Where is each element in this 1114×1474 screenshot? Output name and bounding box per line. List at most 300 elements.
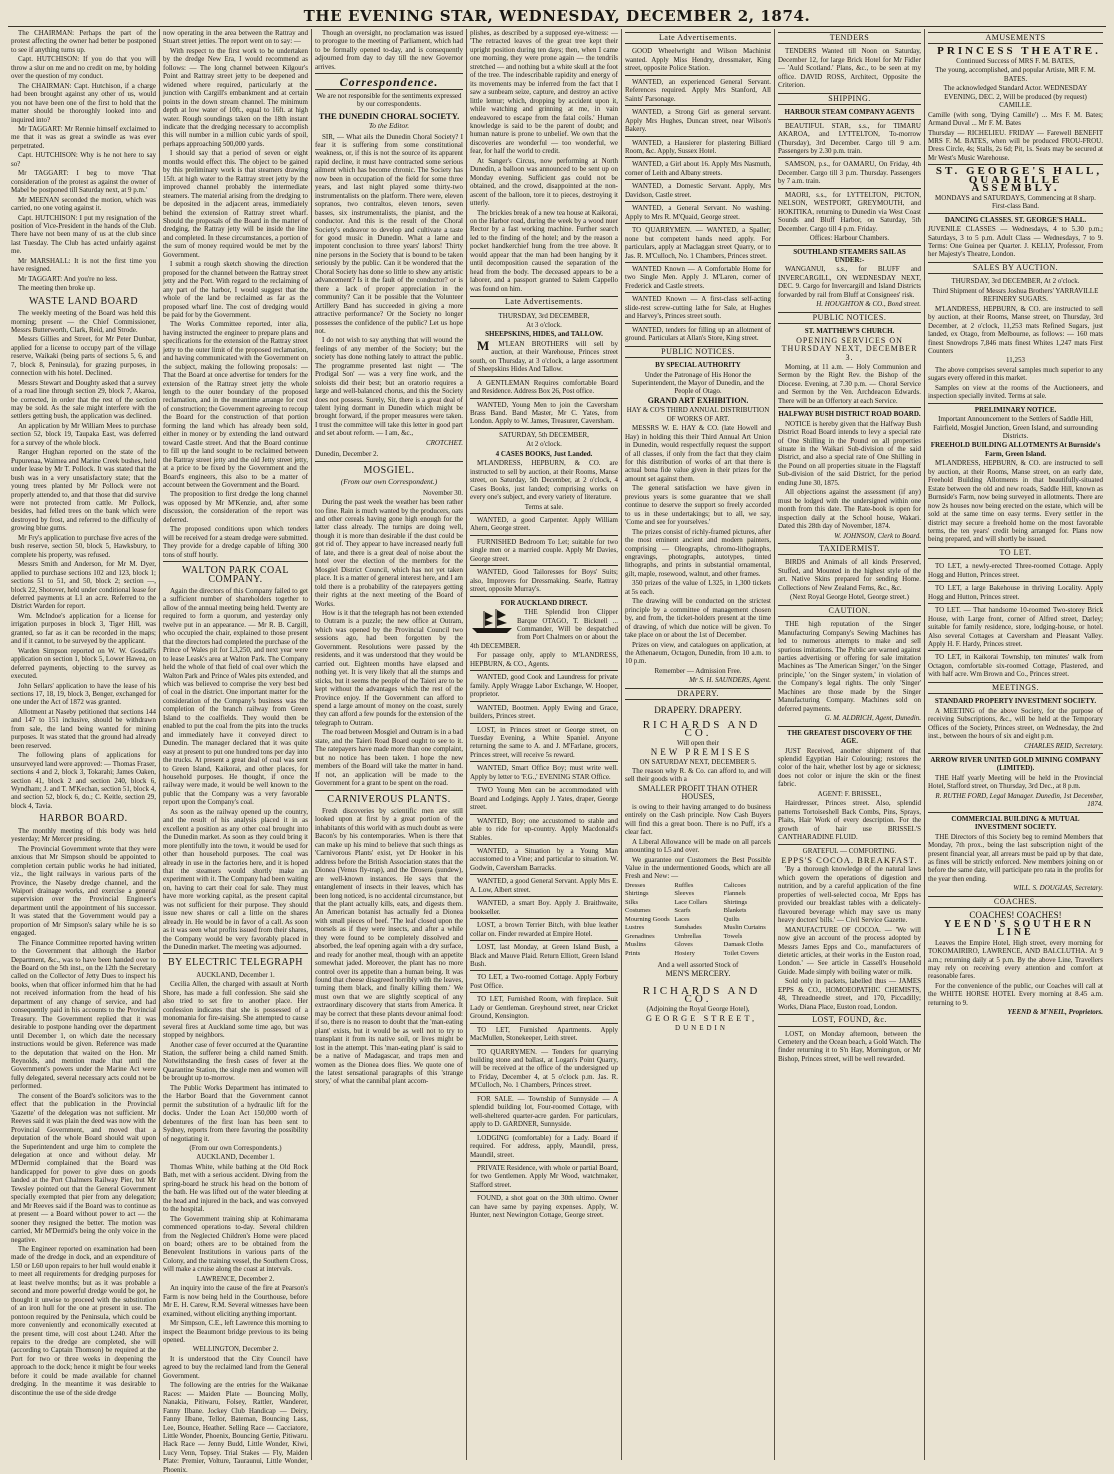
proprietor-signature: YEEND & M'NEIL, Proprietors. — [1007, 1008, 1103, 1017]
authority-line: BY SPECIAL AUTHORITY — [655, 361, 741, 370]
shipping-ad: MAORI, s.s., for LYTTELTON, PICTON, NELSON, WESTPORT, GREYMOUTH, and HOKITIKA, returning to Dunedin via West Coast Sounds and Bluff Harbor, on Saturday, 5th December. Cargo till 4 p.m. Friday. — [778, 190, 921, 233]
classified-ad: TO QUARRYMEN. — Tenders for quarrying building stone and ballast, at Logan's Point Quarry, will be received at the office of the undersigned up to Friday, December 4, at 5 o'clock p.m. Jas. R. M'Culloch, No. 1 Chambers, Princes street. — [470, 1047, 618, 1090]
headline-carniverous-plants: CARNIVEROUS PLANTS. — [327, 793, 451, 805]
section-band: SALES BY AUCTION. — [928, 262, 1103, 274]
ship-text: THE Splendid Iron Clipper Barque OTAGO, T. Bicknell ... Commander, Will be despatched from Port Chalmers on or about the 4th DECEMBER. — [470, 608, 618, 650]
paragraph: The CHAIRMAN: Capt. Hutchison, if a charge had been brought against any other of us, would you not have been one of the first to hold that the matter should be thoroughly looked into and inquired into? — [11, 81, 156, 124]
notice-heading: FREEHOLD BUILDING ALLOTMENTS At Burnside's Farm, Green Island. — [930, 441, 1101, 458]
classified-ad: FOUND, a shot goat on the 30th ultimo. Owner can have same by paying expenses. Apply, W. Hunter, next Newington Cottage, George street. — [470, 1194, 618, 1220]
opening-services: OPENING SERVICES ON THURSDAY NEXT, DECEMBER 3. — [781, 335, 918, 362]
divider — [625, 136, 771, 137]
paragraph: NOTICE is hereby given that the Halfway Bush District Road Board intends to levy a special rate of One Shilling in the Pound on all properties situate in the Waikari Sub-division of the said District, and also a special rate of One Shilling in the Pound on all properties situate in the Flagstaff Sub-division of the said District, for the period ending June 30, 1875. — [778, 419, 921, 487]
theatre-title: PRINCESS THEATRE. — [937, 45, 1101, 58]
divider — [928, 753, 1103, 754]
classified-ad: GOOD Wheelwright and Wilson Machinist wanted. Apply Miss Hendry, dressmaker, King street, opposite Police Station. — [625, 47, 771, 73]
goods-item: Hosiery — [674, 949, 695, 957]
lost-notice: LOST, on Monday afternoon, between the Cemetery and the Ocean beach, a Gold Watch. The finder returning it to S'n Hay, Mornington, or Mr Bishop, Princes street, will be well rewarded. — [778, 1029, 922, 1063]
section-band: COACHES. — [928, 896, 1103, 908]
shipping-ad: WANGANUI, s.s., for BLUFF and INVERCARGILL, ON WEDNESDAY NEXT, DEC. 9. Cargo for Invercargill and Island Districts forwarded by rail from Bluff at Consignees' risk. — [778, 265, 921, 299]
divider — [470, 874, 618, 875]
paragraph: John Sellars' application to have the lease of his sections 17, 18, 19, block 3, Benger, exchanged for one under the Act of 1872 was granted. — [11, 681, 156, 707]
paragraph: Samples on view at the rooms of the Auctioneers, and inspection specially invited. Terms at sale. — [928, 383, 1103, 401]
dancing-text: JUVENILE CLASSES — Wednesdays, 4 to 5.30 p.m.; Saturdays, 3 to 5 p.m. Adult Class — Wednesdays, 7 to 9. Terms: One Guinea per Quarter. J. KELLY, Professor, From her Majesty's Theatre, London. — [928, 225, 1103, 259]
smaller-profit: SMALLER PROFIT THAN OTHER HOUSES, — [638, 783, 758, 802]
address-street: GEORGE STREET, — [645, 1013, 758, 1024]
paragraph: Prizes on view, and catalogues on application, at the Athenaeum, Octagon, Dunedin, from 10 a.m. to 10 p.m. — [625, 640, 771, 666]
paragraph: Though an oversight, no proclamation was issued to prorogue to the meeting of Parliament, which had to be formally opened to-day, and is consequently adjourned from day to day till the new Governor arrives. — [315, 29, 463, 71]
shipping-ad: SAMSON, p.s., for OAMARU, On Friday, 4th December. Cargo till 3 p.m. Thursday. Passengers by 7 a.m. train. — [778, 160, 921, 186]
paragraph: Another case of fever occurred at the Quarantine Station, the sufferer being a child named Smith. Notwithstanding the fresh cases of fever at the Quarantine Station, the single men and women will be brought up to-morrow. — [163, 1040, 308, 1083]
agent-signature: G. M. ALDRICH, Agent, Dunedin. — [824, 714, 921, 723]
patronage: Under the Patronage of His Honor the Superintendent, the Mayor of Dunedin, and the People of Otago. — [631, 370, 765, 396]
classified-ad: WANTED Known — A first-class self-acting slide-rest screw-cutting lathe for Sale, at Hughes and Harvey's, Princes street south. — [625, 295, 771, 321]
divider — [470, 814, 618, 815]
goods-item: Sunshades — [674, 924, 702, 932]
goods-item: Flannels — [723, 890, 746, 898]
paragraph: An application by Mr William Mees to purchase section 52, block 19, Taupaka East, was deferred for a survey of the whole block. — [11, 421, 156, 447]
drapery-heading: DRAPERY. DRAPERY. — [654, 705, 742, 716]
paragraph: Cecilia Allen, the charged with assault at North Shore, has made a full confession. She said she also tried to set fire to another place. Her confession indicates that she is possessed of a monomania for fire-raising. She attempted to cause several fires at Auckland some time ago, but was stopped by neighbors. — [163, 980, 308, 1040]
goods-item: Prints — [625, 949, 641, 957]
coach-text: Leaves the Empire Hotel, High street, every morning for TOKOMAIRIRO, LAWRENCE, AND BALCLUTHA. At 9 a.m.; returning daily at 5 p.m. By the above Line, Travellers may rely on receiving every attention and comfort at reasonable fares. — [928, 938, 1103, 981]
divider — [470, 723, 618, 724]
epps-text: MANUFACTURE OF COCOA. — 'We will now give an account of the process adopted by Messrs James Epps and Co., manufacturers of dietetic articles, at their works in the Euston road, London.' — See article in Cassell's Household Guide. Made simply with boiling water or milk. — [778, 925, 921, 976]
paragraph: Ranger Hughan reported on the state of the Pupurenaa, Waimea and Marine Creek bushes, held under lease by Mr T. Pollock. It was stated that the bush was in a very unsatisfactory state; that the young trees planted by Mr Pollock were not properly attended to, and that those that did survive were not protected from cattle. Mr Pollock, besides, had felled trees on the bank which were destroyed by frost, and referred to the difficulty of growing blue gums. — [11, 448, 156, 533]
classified-ad: TO LET, Furnished Room, with fireplace. Suit Lady or Gentleman. Greyhound street, near Cricket Ground, Kensington. — [470, 995, 618, 1021]
classified-ad: WANTED, a Domestic Servant. Apply, Mrs Davidson, Castle street. — [625, 182, 771, 199]
classified-ad: WANTED, a good Carpenter. Apply William Ahern, George street. — [470, 516, 618, 533]
headline-electric-telegraph: BY ELECTRIC TELEGRAPH — [168, 957, 303, 969]
board-heading: HALFWAY BUSH DISTRICT ROAD BOARD. — [778, 410, 921, 419]
auction-text: M'LEAN BROTHERS will sell by auction, at their Warehouse, Princes street south, on Thursday, at 3 o'clock, a large assortment of Sheepskins Hides And Tallow. — [470, 339, 618, 374]
theatre-text: The acknowledged Standard Actor. WEDNESDAY EVENING, DEC. 2, Will be produced (by request) CAMILLE. — [943, 84, 1088, 110]
classified-ad: WANTED, Boy; one accustomed to stable and able to ride for up-country. Apply Macdonald's Stables. — [470, 816, 618, 842]
divider — [470, 992, 618, 993]
paragraph: Messrs Smith and Anderson, for Mr M. Dyer, applied to purchase sections 102 and 123, block 1; sections 51 to 51, and 50, block 2; section —, block 22, Shotover, held under conditional lease for deferred payments at L1 an acre. Referred to the District Warden for report. — [11, 560, 156, 611]
exhibition-title: GRAND ART EXHIBITION. — [647, 395, 749, 405]
sale-time: At 3 o'clock. — [526, 320, 562, 329]
divider — [625, 157, 771, 158]
classified-ad: LODGING (comfortable) for a Lady. Board if required. For address, apply, Maundil, press, Maundil, street. — [470, 1133, 618, 1159]
sailing-ship-icon — [470, 608, 514, 634]
section-band: TENDERS — [778, 32, 921, 44]
taxidermist-ad: BIRDS and Animals of all kinds Preserved, Stuffed, and Mounted in the highest style of the art. Native Skins prepared for sending Home. Collections of New Zealand Ferns, &c., &c. — [778, 558, 921, 592]
auction-notice: M'LANDRESS, HEPBURN, & CO. are instructed to sell by auction, at their Rooms, Manse street, on an early date, Freehold Building Allotments in that beautifully-situated Estate between the old and new roads, Saddle Hill, known as Burnside's Farm, now being surveyed in allotments. There are now 2s houses now being erected on the estate, which will be sold at the same time on easy terms. Every settler in the district may secure a freehold home on the most favorable terms, the ten years' credit being arranged for. Plans now being prepared, and will shortly be issued. — [928, 459, 1103, 544]
secretary-signature: CHARLES REID, Secretary. — [1023, 741, 1103, 750]
column-7 — [925, 29, 1106, 1460]
paragraph: 350 prizes of the value of L325, in 1,300 tickets at 5s each. — [625, 579, 771, 596]
divider — [625, 179, 771, 180]
meeting-notice: A MEETING of the above Society, for the purpose of receiving Subscriptions, &c., will be held at the Temporary Offices of the Society, Princes street, on Wednesday, the 2nd inst., between the hours of six and eight p.m. — [928, 706, 1103, 741]
offices: Offices: Harbour Chambers. — [809, 234, 890, 243]
sale-heading: SHEEPSKINS, HIDES, and TALLOW. — [485, 330, 603, 339]
classified-ad: WANTED, Young Men to join the Caversham Brass Band. Band Master, Mr C. Yates, from London. Apply to W. James, Treasurer, Caversham. — [470, 400, 618, 426]
paragraph: The brickies break of a new tea house at Kaikorai, on the Harbor road, during the week by a wood nuer Rector by a fast working machine. Further search led to the finding of the hotel; and by the reason a pocket handkerchief hung from the tree above. It would appear that the man had been hanging by it until decomposition caused the separation of the head from the body. The deceased appears to be a laborer, and a passport granted to Salem Cappello was found on him. — [470, 208, 618, 293]
goods-item: Dresses — [625, 881, 646, 889]
new-premises: NEW PREMISES — [650, 747, 753, 758]
divider — [470, 896, 618, 897]
divider — [470, 535, 618, 536]
disclaimer: We are not responsible for the sentiments expressed by our correspondents. — [316, 91, 462, 109]
divider — [778, 188, 921, 189]
paragraph: The proposition to first dredge the long channel was opposed by Mr M'Kenzie, and, after some discussion, the consideration of the report was deferred. — [163, 490, 308, 524]
section-band: PUBLIC NOTICES. — [625, 346, 771, 358]
divider — [625, 75, 771, 76]
sale-date: THURSDAY, 3rd DECEMBER, — [498, 311, 590, 320]
divider — [928, 581, 1103, 582]
agent-signature: H. HOUGHTON & CO., Bond street. — [816, 300, 921, 309]
paragraph: How is it that the telegraph has not been extended to Outram is a puzzle; the new office at Outram, which was opened by the Provincial Council two sessions ago, had been forgotten by the Government. Resolutions were passed by the residents, and it was understood that they would be carried out. Eighteen months have elapsed and nothing yet. It is very likely that all the stumps and sticks, but it seems the people of the Taieri are to be kept without the advantages which the rest of the Province enjoy. If the Government can afford to spend a large amount of money on the coast, surely they can afford a few pounds for the extension of the telegraph to Outram. — [315, 609, 463, 727]
paragraph: I do not wish to say anything that will wound the feelings of any member of the Society; but the society has done nothing lately to attract the public. The programme presented last night — 'The Prodigal Son' — was a very fine work, and the soloists did their best; but an oratorio requires a large and well-balanced chorus, and this the Society does not possess. Surely, Sir, there is a great deal of talent lying dormant in Dunedin which might be brought forward, if the proper measures were taken. I trust the committee will take this letter in good part and set about reform. — I am, &c., — [315, 336, 463, 438]
secretary-signature: WILL. S. DOUGLAS, Secretary. — [1013, 884, 1103, 893]
column-6 — [775, 29, 925, 1460]
classified-ad: TWO Young Men can be accommodated with Board and Lodgings. Apply J. Yates, draper, George street. — [470, 786, 618, 812]
divider — [625, 201, 771, 202]
shipping-ad: BEAUTIFUL STAR, s.s., for TIMARU AKAROA, and LYTTELTON, To-morrow (Thursday), 3rd December. Cargo till 9 a.m. Passengers by 2.30 p.m. train. — [778, 121, 921, 155]
shipping-ad — [470, 608, 618, 650]
masthead: THE EVENING STAR, WEDNESDAY, DECEMBER 2, 1874. — [8, 6, 1106, 27]
divider — [470, 940, 618, 941]
notice-text: Important Announcement to the Settlers of Saddle Hill, Fairfield, Mosgiel Junction, Green Island, and surrounding Districts. — [933, 415, 1098, 441]
goods-item: Grenadines — [625, 932, 655, 940]
divider — [470, 918, 618, 919]
goods-item: Shirtings — [723, 898, 748, 906]
paragraph: During the past week the weather has been rather too fine. Rain is much wanted by the producers, oats and other cereals having gone high enough for the latter class already. The turnips are doing well, though it is more than desirable if the dust could be got rid of. They appear to have increased nearly full of late, and there is a great deal of noise about the hotel over the election of the members for the Mosgiel District Council, which has not yet taken place. It is a matter of general interest here, and I am told there is a probability of the ratepayers getting their rights at the next meeting of the Board of Works. — [315, 498, 463, 608]
divider — [315, 790, 463, 791]
tender-notice: TENDERS Wanted till Noon on Saturday, December 12, for large Brick Hotel for Mr Fidler — 'Auld Scotland.' Plans, &c., to be seen at my office. DAVID ROSS, Architect, Opposite the Criterion. — [778, 47, 921, 90]
divider — [470, 1131, 618, 1132]
section-band: CAUTION. — [778, 605, 921, 617]
epps-text: Sold only in packets, labelled thus — JAMES EPPS & CO., HOMOEOPATHIC CHEMISTS, 48, Threadneedle street, and 170, Piccadilly; Works, Diana Place, Euston road, London. — [778, 977, 921, 1011]
section-band: Late Advertisements. — [470, 296, 618, 308]
dateline: AUCKLAND, December 1. — [196, 1153, 275, 1162]
coaches-title: COACHES! COACHES! — [969, 910, 1062, 921]
column-4 — [467, 29, 622, 1460]
divider — [470, 565, 618, 566]
classified-ad: TO LET, a large Bakehouse in thriving Locality. Apply Hogg and Hutton, Princes street. — [928, 584, 1103, 601]
goods-item: Quilts — [723, 915, 740, 923]
divider — [470, 970, 618, 971]
address-note: (Adjoining the Royal George Hotel), — [646, 1004, 750, 1013]
classified-ad: WANTED, an experienced General Servant. References required. Apply Mrs Stanford, All Saints' Parsonage. — [625, 77, 771, 103]
divider — [470, 376, 618, 377]
agent-line: AGENT: F. BRISSEL, — [817, 789, 882, 798]
goods-item: Muslins — [625, 941, 646, 949]
divider — [315, 73, 463, 74]
divider — [778, 844, 921, 845]
headline-harbor-board: HARBOR BOARD. — [39, 813, 128, 825]
sale-heading: 4 CASES BOOKS, Just Landed. — [495, 449, 593, 458]
divider — [470, 670, 618, 671]
passage-info: For passage only, apply to M'LANDRESS, HEPBURN, & CO., Agents. — [470, 651, 618, 668]
goods-item: Laces — [674, 915, 690, 923]
paragraph: The Provincial Government wrote that they were anxious that Mr Simpson should be appointed to completion certain public works he had initiated, viz., the light railways in various parts of the Province, the Naseby dredge channel, and the Waipori drainage works, and exercise a general supervision over the Provincial Engineer's department until the appointment of his successor. It was stated that the Government would pay a proportion of Mr Simpson's salary while he is so engaged. — [11, 844, 156, 938]
divider — [470, 761, 618, 762]
divider — [470, 701, 618, 702]
goods-item: Sleeves — [674, 890, 695, 898]
byline: (From our own Correspondents.) — [189, 1144, 282, 1152]
richards-title: RICHARDS AND CO. — [642, 718, 761, 740]
classified-ad: WANTED, Good Tailoresses for Boys' Suits; also, Improvers for Dressmaking. Searle, Rattray street, opposite Murray's. — [470, 568, 618, 594]
paragraph: The proposed conditions upon which tenders will be received for a steam dredge were submitted. They provide for a dredge capable of lifting 300 tons of stuff hourly. — [163, 525, 308, 559]
headline-choral-society: THE DUNEDIN CHORAL SOCIETY. — [318, 110, 460, 121]
divider — [470, 1161, 618, 1162]
paragraph: Mr TAGGART: And you're no less. — [18, 274, 118, 283]
classified-ad: TO LET. — That handsome 10-roomed Two-storey Brick House, with Large front, corner of Alfred street, Darley; suitable for family residence, store, lodging-house, or hotel. Also several Cottages at Caversham and Pleasant Valley. Apply H. F. Hardy, Princes street. — [928, 606, 1103, 648]
paragraph: We guarantee our Customers the Best Possible Value in the undermentioned Goods, which are all Fresh and New: — — [625, 855, 771, 881]
section-band: PUBLIC NOTICES. — [778, 312, 921, 324]
classified-ad: TO LET, a newly-erected Three-roomed Cottage. Apply Hogg and Hutton, Princes street. — [928, 562, 1103, 579]
will-open: Will open their — [676, 738, 720, 747]
classified-ad: WANTED, a good General Servant. Apply Mrs E. A. Low, Albert street. — [470, 877, 618, 894]
columns — [8, 29, 1106, 1474]
hall-title: ST. GEORGE'S HALL, QUADRILLE ASSEMBLY. — [935, 165, 1103, 195]
headline-correspondence: Correspondence. — [339, 75, 439, 90]
paragraph: The monthly meeting of this body was held yesterday; Mr Mercer presiding. — [11, 826, 156, 844]
divider — [928, 812, 1103, 813]
divider — [470, 1092, 618, 1093]
classified-ad: TO QUARRYMEN. — WANTED, a Spaller; none but competent hands need apply. For particulars, apply at Maclaggan street Quarry, or to Jas. R. M'Culloch, No. 1 Chambers, Princes street. — [625, 226, 771, 260]
goods-item: Shirtings — [625, 890, 649, 898]
sale-date: SATURDAY, 5th DECEMBER, — [499, 430, 589, 439]
classified-ad: WANTED, a General Servant. No washing. Apply to Mrs R. M'Quaid, George street. — [625, 204, 771, 221]
byline: (From our own Correspondent.) — [340, 477, 438, 487]
paragraph: MESSRS W. E. HAY & CO. (late Howell and Hay) in holding this their Third Annual Art Union in Dunedin, would respectfully request the support of all classes, if only from the fact that they claim for this distribution of works of art that there is actual bona fide value given in their prizes for the amount set against them. — [625, 424, 771, 483]
divider — [163, 561, 308, 562]
goods-item: Calicoes — [723, 881, 747, 889]
paragraph: Mr MARSHALL: It is not the first time you have resigned. — [11, 256, 156, 274]
paragraph: Thomas White, while bathing at the Old Rock Bath, met with a serious accident. Diving from the spring-board he struck his head on the bottom of the bath. He was lifted out of the water bleeding at the head and injured in the back, and was conveyed to the hospital. — [163, 1162, 308, 1214]
classified-ad: WANTED, a Hausierer for plastering Billiard Room, &c. Apply, Sussex Hotel. — [625, 138, 771, 155]
church-heading: ST. MATTHEW'S CHURCH. — [804, 327, 895, 336]
paragraph: Warden Simpson reported on W. W. Gosdall's application on section 1, block 5, Lower Hawea, on deferred payments, objecting to the survey as executed. — [11, 646, 156, 681]
paragraph: Mr Fry's application to purchase five acres of the bush reserve, section 50, block 5, Hawksbury, to complete his property, was refused. — [11, 533, 156, 559]
section-band: MEETINGS. — [928, 682, 1103, 694]
auction-total: 11,253 — [1006, 356, 1025, 365]
section-band: Late Advertisements. — [625, 32, 771, 44]
drop-cap: M — [477, 337, 490, 353]
divider — [778, 157, 921, 158]
paragraph: Remember — Admission Free. — [654, 666, 742, 675]
paragraph: With respect to the first work to be undertaken by the dredge New Era, I would recommend as follows: — The long channel between Kilgour's Point and Rattray street jetty to be deepened and widened where required, particularly at the junction with Cargill's embankment and at certain points in the down stream channel. The minimum depth at low water of 10ft., equal to 16ft. at high water. Rough soundings taken on the 18th instant indicate that the dredging necessary to accomplish this will number in a million cubic yards of spoil, perhaps approaching 500,000 yards. — [163, 46, 308, 148]
paragraph: The Works Committee reported, inter alia, having instructed the engineer to prepare plans and specifications for the extension of the Rattray street jetty to the outer limit of the proposed reclamation, and having communicated with the Government on the subject, making the following proposals: — That the Board at once advertise for tenders for the extension of the Rattray street jetty the whole length to the outer boundary of the proposed reclamation, and in the meantime arrange for cost of construction; the Government agreeing to recoup the Board for the construction of that portion forming the land which has already been sold, either in money or by extending the land outward toward Castle street. And that the Board continue to fill up the land sought to be reclaimed between the Rattray street jetty and the old Jetty street jetty, at a price to be fixed by the Government and the Board's engineers, this also to be a matter of account between the Government and the Board. — [163, 320, 309, 490]
classified-ad: LOST, a brown Terrier Bitch, with blue leather collar on. Finder rewarded at Empire Hotel. — [470, 921, 618, 938]
paragraph: Morning, at 11 a.m. — Holy Communion and Sermon by the Right Rev. the Bishop of the Diocese. Evening, at 7.30 p.m. — Choral Service and Sermon by the Ven. Archdeacon Edwards. There will be an Offertory at each Service. — [778, 362, 921, 405]
richards-title: RICHARDS AND CO. — [642, 984, 761, 1006]
divider — [928, 403, 1103, 404]
paragraph: Capt. HUTCHISON: I put my resignation of the position of Vice-President in the hands of the Club. There have not been many of us at the club since last Tuesday. The Club has acted unfairly against me. — [11, 213, 156, 256]
goods-item: Gloves — [674, 941, 693, 949]
headline-waste-land-board: WASTE LAND BOARD — [28, 295, 139, 307]
paragraph: The road between Mosgiel and Outram is in a bad state, and the Taieri Road Board ought to see to it. The ratepayers have made more than one complaint, but no notice has been taken. I hope the new members of the Board will take the matter in hand. If not, an application will be made to the Government for a grant to be spent on the road. — [315, 728, 463, 788]
paragraph: The consent of the Board's solicitors was to the effect that the publication in the Provincial 'Gazette' of the delegation was not sufficient. Mr Reeves said it was plain the deed was now with the Provincial Government, and moved that a deputation of the whole Board should wait upon the Superintendent and urge him to complete the delegation at once and without delay. Mr M'Dermid complained that the Board was handicapped for power to give dues on goods landed at the Port Chalmers Railway Pier, but Mr Tewsley pointed out that the General Government specially exempted that pier from any delegation; and Mr Reeves said if the Board was to continue as at present — a Board without power to act — the sooner they resigned the better. The motion was carried, Mr M'Dermid's being the only voice in the negative. — [11, 1091, 156, 1244]
headline-mosgiel: MOSGIEL. — [363, 464, 415, 476]
hair-ad: JUST Received, another shipment of that splendid Egyptian Hair Colouring; restores the color of the hair, whether lost by age or sickness; does not color or injure the skin or the finest fabric. — [778, 746, 921, 789]
column-5 — [622, 29, 775, 1460]
classified-ad: WANTED, Smart Office Boy; must write well. Apply by letter to 'F.G.,' EVENING STAR Office. — [470, 764, 618, 781]
company-heading: SOUTHLAND STEAMERS SAIL AS UNDER:- — [793, 247, 906, 264]
divider — [778, 726, 921, 727]
divider — [928, 650, 1103, 651]
paragraph: is owing to their having arranged to do business entirely on the Cash principle. Now Cash Buyers will find this a great boon. There is no Puff, it's a clear fact. — [625, 802, 771, 837]
paragraph: The reason why R. & Co. can afford to, and will sell their goods with a — [625, 766, 771, 784]
auction-heading: Third Shipment of Messrs Joshua Brothers' YARRAVILLE REFINERY SUGARS. — [932, 286, 1099, 304]
assorted-stock: And a well assorted Stock of — [657, 960, 739, 969]
epps-title: EPPS'S COCOA. BREAKFAST. — [781, 854, 918, 865]
divider — [928, 603, 1103, 604]
paragraph: Again the directors of this Company failed to get a sufficient number of shareholders together to allow of the annual meeting being held. Twenty are required to form a quorum, and yesterday only twelve put in an appearance. — Mr R. B. Cargill, who occupied the chair, explained to those present that the directors had completed the purchase of the Prince of Wales pit for L3,250, and next year were to lease Leask's area at Walton Park. The Company held the whole of that field of coal over which the Walton Park and Prince of Wales pits extended, and which was believed to comprise the very best bed of coal in the district. One important matter for the consideration of the Company's business was the completion of the branch railway from Green Island to the coalfields. They would then be enabled to put the coal from the pits into the trucks and immediately have it conveyed direct to Dunedin. The manager declared that it was quite easy at present to put one hundred tons per day into the trucks. At present a great deal of coal was sent to Green Island, Kaikorai, and other places, for household purposes. He thought, if once the railway were made, it would be well known to the public that the Company was a very favorable report upon the Company's coal. — [163, 587, 308, 807]
salutation: To the Editor. — [368, 121, 410, 131]
paragraph: The above comprises several samples much superior to any sugars every offered in this market. — [928, 365, 1103, 383]
distribution-title: HAY & CO'S THIRD ANNUAL DISTRIBUTION OF WORKS OF ART. — [626, 406, 770, 423]
section-band: AMUSEMENTS — [928, 32, 1103, 44]
classified-ad: WANTED, tenders for filling up an allotment of ground. Particulars at Allan's Store, King street. — [625, 325, 771, 343]
goods-item: Lustres — [625, 924, 645, 932]
auction-notice: M'LANDRESS, HEPBURN, & CO. are instructed to sell by auction, at their Rooms, Manse street, on Saturday, 5th December, at 2 o'clock, 4 Cases Books, just landed; comprising works on every one's subject, and every variety of literature. — [470, 459, 618, 502]
classified-ad: A GENTLEMAN Requires comfortable Board and Residence. Address Box 26, Post office. — [470, 378, 618, 396]
divider — [625, 105, 771, 106]
paragraph: Wm. McIndoe's application for a license for irrigation purposes in block 3, Tiger Hill, was granted, so far as it can be recorded in the maps; and if it cannot, to be surveyed by the applicant. — [11, 611, 156, 646]
paragraph: The drawing will be conducted on the strictest principle by a committee of management chosen by, and from, the ticket-holders present at the time of drawing, of which due notice will be given. To take place on or about the 1st of December. — [625, 597, 771, 640]
classified-ad: WANTED, a Girl about 16. Apply Mrs Nasmuth, corner of Leith and Albany streets. — [625, 160, 771, 177]
classified-ad: WANTED, a Strong Girl as general servant. Apply Mrs Hughes, Duncan street, near Wilson's Bakery. — [625, 108, 771, 134]
divider — [625, 223, 771, 224]
divider — [470, 844, 618, 845]
goods-item: Toilet Covers — [723, 949, 759, 957]
section-band: DRAPERY. — [625, 688, 771, 700]
paragraph: The Engineer reported on examination had been made of the dredge in dock, and an expenditure of L50 or L60 upon repairs to her hull would enable it to meet all requirements for dredging purposes for at least twelve months; but as it was probable a second and more powerful dredge would be got, he thought it unwise to proceed with the substitution of an iron hull for the one at present in use. The pontoon required by the Peninsula, which could be more conveniently and economically executed at the present time, will cost about L240. After the repairs to the dredge are completed, she will (according to Captain Thomson) be required at the Port for two or three weeks in deepening the approach to the dock; hence it might be four weeks before it could be made available for channel dredging. In the meantime it was desirable to discontinue the use of the side dredge — [11, 1244, 156, 1397]
paragraph: A Liberal Allowance will be made on all parcels amounting to L5 and over. — [625, 837, 771, 855]
paragraph: The prizes consist of richly-framed pictures, after the most eminent ancient and modern painters, comprising — Oleographs, chromo-lithographs, engravings, photographs, autotypes, tinted lithographs, and prints in substantial ornamental, gilt, maple, rosewood, walnut, and other frames. — [625, 527, 771, 578]
notice-heading: PRELIMINARY NOTICE. — [974, 405, 1057, 414]
meeting-notice: THE Half yearly Meeting will be held in the Provincial Hotel, Stafford street, on Thursday, 3rd Dec., at 8 p.m. — [928, 773, 1103, 791]
section-band: TAXIDERMIST. — [778, 543, 921, 555]
theatre-text: The young, accomplished, and popular Artiste, MR F. M. BATES. — [935, 66, 1096, 83]
divider — [470, 783, 618, 784]
opening-date: ON SATURDAY NEXT, DECEMBER 5. — [639, 757, 757, 766]
mens-mercery: MEN'S MERCERY. — [665, 969, 731, 979]
divider — [470, 1045, 618, 1046]
paragraph: Allotment at Naseby petitioned that sections 144 and 147 to 151 inclusive, should be withdrawn from sale, the land being wanted for mining purposes. It was stated that the ground had already been reserved. — [11, 707, 156, 750]
classified-ad: LOST, in Princes street or George street, on Tuesday Evening, a White Spaniel. Anyone returning the same to A. and J. M'Farlane, grocers, Princes street, will receive 5s reward. — [470, 725, 618, 759]
paragraph: Messrs Gillies and Street, for Mr Peter Dunbar, applied for a license to occupy part of the village reserve, Waikaki (being parts of sections 5, 6, and 7, block 8, Peninsula), for grazing purposes, in connection with his hotel. Declined. — [11, 335, 156, 378]
theatre-text: Thursday — RICHELIEU. FRIDAY — Farewell BENEFIT MRS F. M. BATES, when will be produced FROU-FROU. Dress Circle, 4s; Stalls, 2s 6d; Pit, 1s. Seats may be secured at Mr West's Music Warehouse. — [928, 128, 1103, 162]
paragraph: An inquiry into the cause of the fire at Pearson's Farm is now being held in the Courthouse, before Mr E. H. Carew, R.M. Several witnesses have been examined, without eliciting anything important. — [163, 1284, 308, 1318]
classified-ad: TO LET, Furnished Apartments. Apply MacMullen, Stonekeeper, Leith street. — [470, 1025, 618, 1043]
classified-ad: WANTED Known — A Comfortable Home for two Single Men. Apply J. M'Laren, corner of Frederick and Castle streets. — [625, 264, 771, 290]
paragraph: Capt. HUTCHISON: If you do that you will throw a slur on me and no credit on me, by holding over the question of my conduct. — [11, 55, 156, 81]
paragraph: The Finance Committee reported having written to the Government that although the Harbor Department, &c., was to have been handed over to the Board on the 5th inst., on the 12th the Secretary called on the Collector of Jetty Dues to inspect his books, when that officer informed him that he had not received information from the head of his department of any change of service, and had consequently paid in his accounts to the Provincial Treasury. The Government replied that it was desirable to postpone handing over the department until December 1, on which date the necessary instructions would be given. Reference was made to the deputation that waited on the Hon. Mr Reynolds, and mention made that until the Government's powers under the Marine Act were fully delegated, several necessary acts could not be performed. — [11, 938, 156, 1091]
hall-text: MONDAYS and SATURDAYS, Commencing at 8 sharp. First-class Band. — [935, 193, 1096, 211]
divider — [778, 245, 921, 246]
classified-ad: FURNISHED Bedroom To Let; suitable for two single men or a married couple. Apply Mr Davies, George street. — [470, 537, 618, 563]
paragraph: It is understood that the City Council have agreed to buy the reclaimed land from the General Government. — [163, 1354, 308, 1380]
divider — [470, 1191, 618, 1192]
goods-item: Costumes — [625, 907, 651, 915]
meeting-notice: THE Directors of this Society beg to remind Members that Monday, 7th prox., being the last subscription night of the present financial year, all arrears must be paid up by that date, as fines will be strictly enforced. New members joining on or before the same date, will participate pro rata in the profits for the year then ending. — [928, 832, 1103, 883]
goods-item: Lace Collars — [674, 898, 708, 906]
divider — [315, 461, 463, 462]
clerk-signature: W. JOHNSON, Clerk to Board. — [834, 531, 921, 540]
dateline: WELLINGTON, December 2. — [192, 1345, 279, 1354]
terms: Terms at sale. — [524, 502, 564, 511]
paragraph: plishes, as described by a supposed eye-witness: — 'The retracted leaves of the great tree kept their upright position during ten days; then, when I came one morning, they were prone again — the tendrils stretched — and nothing but a white skull at the foot of the tree. The indescribable rapidity and energy of its movements may be inferred from the fact that I saw a sunbeam seize, capture, and destroy an active little lemur; which, dropping by accident upon it, while watching and grinning at me, in vain endeavored to escape from the fatal coils.' Human knowledge is said to be the parent of doubt; and human nature is prone to unbelief. We own that the discoveries are wonderful — too wonderful, we fear, for half the world to credit. — [470, 29, 618, 156]
goods-item: Silks — [625, 898, 639, 906]
paragraph: The meeting then broke up. — [18, 284, 96, 293]
divider — [778, 407, 921, 408]
section-band: TO LET. — [928, 547, 1103, 559]
manager-signature: R. RUTHE FORD, Legal Manager. Dunedin, 1st December, 1874. — [935, 791, 1103, 809]
goods-item: Towels — [723, 932, 743, 940]
paragraph: At Sanger's Circus, now performing at North Dunedin, a balloon was announced to be sent up on Monday evening. Sufficient gas could not be obtained, and the crowd, disappointed at the non-ascent of the balloon, tore it to pieces, destroying it utterly. — [470, 156, 618, 208]
address-note: (Next Royal George Hotel, George street.) — [790, 593, 909, 602]
address-city: DUNEDIN — [675, 1023, 728, 1032]
paragraph: now operating in the area between the Rattray and Stuart street jetties. The report went on to say: — — [163, 29, 308, 46]
classified-ad: WANTED, good Cook and Laundress for private family. Apply Wragge Labor Exchange, W. Hooper, proprietor. — [470, 673, 618, 699]
column-3 — [312, 29, 467, 1460]
paragraph: The Public Works Department has intimated to the Harbor Board that the Government cannot permit the substitution of a hydraulic lift for the docks. Under the Loan Act 150,000 worth of debentures of the first loan has been sent to Sydney, reports from there favoring the possibility of negotiating it. — [163, 1083, 308, 1143]
dateline: LAWRENCE, December 2. — [196, 1274, 275, 1283]
paragraph: The following are the entries for the Waikanae Races: — Maiden Plate — Bouncing Molly, Nanakia, Pitiwaru, Folsey, Rattler, Wanderer, Fanny Ilbane. Jockey Club Handicap — Deiry, Fanny Ilbane, Tellor, Bateman, Bouncing Lass, Lee, Bounce, Heather. Selling Race — Cacciatore, Little Wonder, Phoenix, Bouncing Gertie, Pitiwaru. Hack Race — Jenny Budd, Little Wonder, Kiwi, Lucy Venn, Topsey. Trial Stakes — Fly, Maiden Plate: Premier, Volture, Tauraunui, Little Wonder, Phoenix. — [163, 1381, 308, 1474]
goods-item: Blankets — [723, 907, 747, 915]
classified-ad: PRIVATE Residence, with whole or partial Board, for two Gentlemen. Apply Mr Wood, watchmaker, Stafford street. — [470, 1164, 619, 1189]
divider — [470, 596, 618, 597]
paragraph: Mr TAGGART: Mr Rennie himself exclaimed to me that it was as great a swindle as was ever perpetrated. — [11, 124, 156, 150]
dancing-title: DANCING CLASSES. ST. GEORGE'S HALL. — [944, 215, 1087, 224]
paragraph: The weekly meeting of the Board was held this morning; present — the Chief Commissioner, Messrs Butterworth, Clark, Reid, and Strode. — [11, 309, 156, 334]
section-band: SHIPPING. — [778, 93, 921, 105]
ad-heading: GRATEFUL — COMFORTING. — [802, 846, 897, 855]
dateline: AUCKLAND, December 1. — [196, 970, 275, 979]
auction-notice: M'LANDRESS, HEPBURN, & CO. are instructed to sell by auction, at their Rooms, Manse street, on Thursday, 3rd December, at 2 o'clock, 11,253 mats Refined Sugars, just landed, ex Otago, from Melbourne, as follows: — 160 mats finest Snowdrops 7,846 mats finest Whites 1,247 mats First Counters — [928, 304, 1103, 355]
coach-line-title: YEEND'S SOUTHERN LINE — [944, 918, 1094, 939]
caution-notice: THE high reputation of the Singer Manufacturing Company's Sewing Machines has led to numerous attempts to make and sell spurious imitations. The Public are warned against parties advertising or offering for sale imitation Machines as 'The American Singer,' 'on the Singer principle,' 'on the Singer system,' in violation of the Company's legal rights. The only 'Singer' Machines are those made by the Singer Manufacturing Company. Machines sold on deferred payments. — [778, 620, 921, 713]
classified-ad: TO LET, in Kaikorai Township, ten minutes' walk from Octagon, comfortable six-roomed Cottage, Plastered, and with half acre. Wm Brown and Co., Princes street. — [928, 653, 1103, 679]
paragraph: Mr TAGGART: I beg to move 'That consideration of the protest as against the owner of Mabel be postponed till Saturday next, at 9 p.m.' — [11, 169, 156, 195]
paragraph: Mr MEENAN seconded the motion, which was carried, no one voting against it. — [11, 195, 156, 213]
classified-ad: LOST, last Monday, at Green Island Bush, a Black and Mauve Plaid. Return Elliott, Green Island Bush. — [470, 943, 618, 968]
classified-ad: WANTED, a Situation by a Young Man accustomed to a Vine; and particular to situation. W. Godwin, Caversham Barracks. — [470, 846, 618, 872]
shipping-heading: FOR AUCKLAND DIRECT. — [500, 598, 588, 607]
goods-item: Damask Cloths — [723, 941, 764, 949]
divider — [625, 262, 771, 263]
society-heading: ARROW RIVER UNITED GOLD MINING COMPANY (LIMITED). — [930, 755, 1101, 773]
paragraph: I submit a rough sketch showing the direction proposed for the channel between the Rattray street jetty and the Port. With regard to the reclaiming of any part of the harbor, I would suggest that the whole of the land be reclaimed as far as the proposed wharf line. The cost of dredging would be paid for by the Government. — [163, 260, 308, 319]
company-heading: HARBOUR STEAM COMPANY AGENTS — [784, 108, 915, 117]
letter-date: Dunedin, December 2. — [315, 450, 379, 459]
headline-walton-park: WALTON PARK COAL COMPANY. — [181, 565, 290, 585]
goods-item: Umbrellas — [674, 932, 702, 940]
paragraph: Messrs Stewart and Doughty asked that a survey of a road line through section 29, block 7, Akaroa, be corrected, in order that the rest of the section may be sold. As the sale might interfere with the settlers getting bush, the application was declined. — [11, 378, 156, 421]
divider — [470, 398, 618, 399]
divider — [778, 119, 921, 120]
sale-time: At 2 o'clock. — [526, 440, 562, 449]
divider — [470, 428, 618, 429]
ad-heading: THE GREATEST DISCOVERY OF THE AGE. — [787, 728, 912, 746]
paragraph: SIR, — What ails the Dunedin Choral Society? I fear it is suffering from some constitutional weakness, or, if this is not the source of its apparent rapid decline, it must have contracted some serious ailment which has become chronic. The Society has now been in occupation of the field for some three years, and last night played some thirty-two instrumentalists on the platform. There were, eleven sopranos, two contraltos, eleven tenors, seven basses, six instrumentalists, the pianist, and the conductor. And this is the result of the Choral Society's endeavor to develop and cultivate a taste for good music in Dunedin. What a lame and impotent conclusion to three years' labors! Thirty nine persons in the Society that is bound to be taken seriously by the public. Can it be wondered that the Choral Society has done so little to shew any artistic advancement? Is it the fault of the conductor? or is there a lack of proper appreciation in the community? Can it be possible that the Volunteer Artillery Band has succeeded in giving a more attractive performance? Or the Society no longer possesses the confidence of the public? Let us hope not. — [315, 132, 463, 335]
paragraph: As soon as the railway opened up the country, and the result of his analysis placed it in as excellent a position as any other coal brought into the Dunedin market. As soon as they could bring it more plentifully into the town, it would be used for other than household purposes. The coal was already in use in the factories here, and it is hoped that the steamers would shortly make an experiment with it. The Company had been waiting on, having to cart their coal for sale. They must have more working capital, as the present capital was not sufficient for their purpose. They should issue new shares or call a little on the shares already in. He would be in favor of a call. As soon as it was seen what profits issued from their shares, the Company would be very favorably placed in the Dunedin market. The meeting was adjourned. — [163, 807, 308, 952]
classified-ad: FOR SALE. — Township of Sunnyside — A splendid building lot, Four-roomed Cottage, with well-sheltered quarter-acre garden. For particulars, apply to D. GARDNER, Sunnyside. — [470, 1094, 618, 1129]
theatre-cast: Camille (with song, 'Dying Camille') ... Mrs F. M. Bates; Armand Duval ... Mr F. M. Bates — [928, 110, 1103, 128]
paragraph: The general satisfaction we have given in previous years is some guarantee that we shall continue to deserve the support so freely accorded to us in these undertakings; but to all, we say, 'Come and see for yourselves.' — [625, 484, 771, 527]
column-1 — [8, 29, 160, 1460]
classified-ad: WANTED, a smart Boy. Apply J. Braithwaite, bookseller. — [470, 899, 618, 916]
section-band: LOST, FOUND, &c. — [778, 1014, 921, 1026]
agent-signature: Mr S. H. SAUNDERS, Agent. — [689, 676, 771, 685]
paragraph: The CHAIRMAN: Perhaps the part of the protest affecting the owner had better be postponed to see if anything turns up. — [11, 29, 156, 54]
column-2 — [160, 29, 312, 1474]
paragraph: Fresh discoveries by scientific men are still looked upon at first by a great portion of the inhabitants of this world with as much doubt as were Bacon's by his contemporaries. When is there that can make up his mind to believe that such things as 'Carnivorous Plants' exist, yet Dr Hooker in his address before the British Association states that the Dionea (Venus fly-trap), and the Drosera (sundew), are well-known instances. He says that the entanglement of insects in their leaves, which has been long noticed, is no accidental circumstance, but that the plant actually kills, eats, and digests them. An American botanist has actually fed a Dionea with small pieces of beef. 'The leaf closed upon the morsels as if they were insects, and after a while they were found to be completely dissolved and absorbed, the leaf opening again with a dry surface, and ready for another meal, though with an appetite somewhat jaded. Moreover, the plant has no more control over its appetite than a human being. It was found that cheese disagreed horribly with the leaves, turning them black, and finally killing them.' We must own that we are slightly sceptical of any extraordinary discovery that starts from America. It may be correct that these plants devour animal food: if so, there is no reason to doubt that the 'man-eating plant' exists, but it would be as well not to try to transplant it from its native soil, or lives might be lost in the attempt. This 'man-eating plant' is said to be a native of Madagascar, and traps men and women as the Dionea does flies. We quote one of the latest sensational paragraphs of this 'strange story,' of what the cannibal plant accom- — [315, 806, 463, 1086]
